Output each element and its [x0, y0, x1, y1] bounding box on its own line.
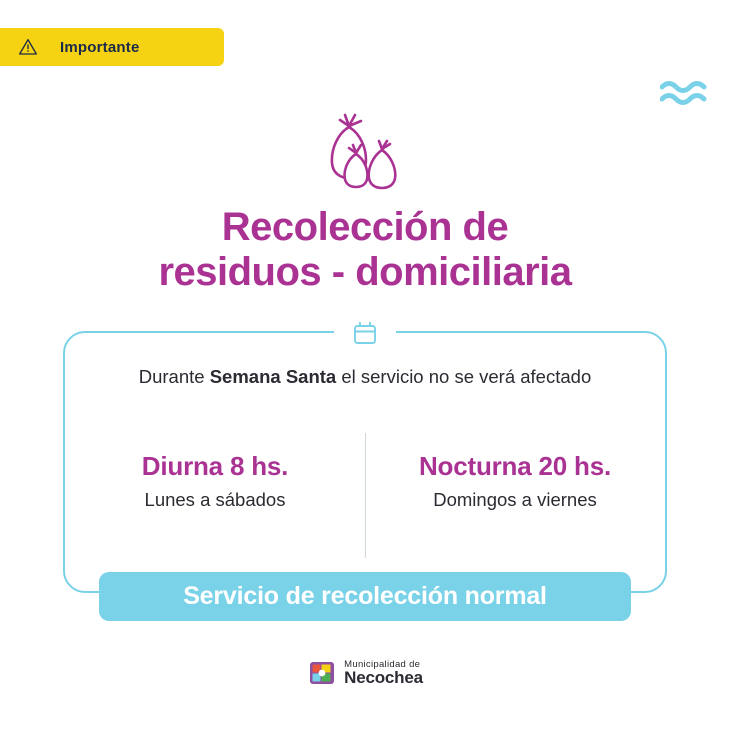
footer-logo: [0, 658, 730, 688]
card-intro-text: [65, 366, 665, 388]
card-intro-prefix: Durante: [138, 366, 210, 387]
card-intro-suffix: el servicio no se verá afectado: [336, 366, 592, 387]
necochea-coat-of-arms-icon: [307, 658, 337, 688]
status-banner-label: Servicio de recolección normal: [183, 582, 547, 610]
schedule-heading-nighttime: Nocturna 20 hs.: [418, 451, 612, 481]
schedule-days-nighttime: Domingos a viernes: [433, 489, 597, 510]
footer-logo-line-1: Municipalidad de: [344, 658, 421, 670]
garbage-bags-icon: [319, 108, 411, 194]
schedule-column-daytime: [65, 451, 365, 511]
importante-badge: [0, 28, 224, 66]
waves-icon: [660, 80, 708, 110]
page-title: [0, 205, 730, 295]
warning-triangle-icon: [18, 37, 38, 57]
schedule-days-daytime: Lunes a sábados: [144, 489, 286, 510]
calendar-icon: [352, 320, 378, 346]
calendar-icon-notch: [334, 316, 396, 350]
page-title-line-1: Recolección de: [221, 205, 509, 249]
schedule-heading-daytime: Diurna 8 hs.: [141, 451, 289, 481]
footer-logo-line-2: Necochea: [344, 668, 423, 688]
status-banner: [99, 572, 631, 621]
info-card: [63, 331, 667, 593]
schedule-column-nighttime: [365, 451, 665, 511]
card-intro-highlight: Semana Santa: [209, 366, 337, 387]
importante-badge-label: Importante: [60, 38, 140, 56]
footer-logo-text: [344, 660, 423, 687]
page-title-line-2: residuos - domiciliaria: [158, 250, 572, 295]
schedule-columns: [65, 451, 665, 511]
